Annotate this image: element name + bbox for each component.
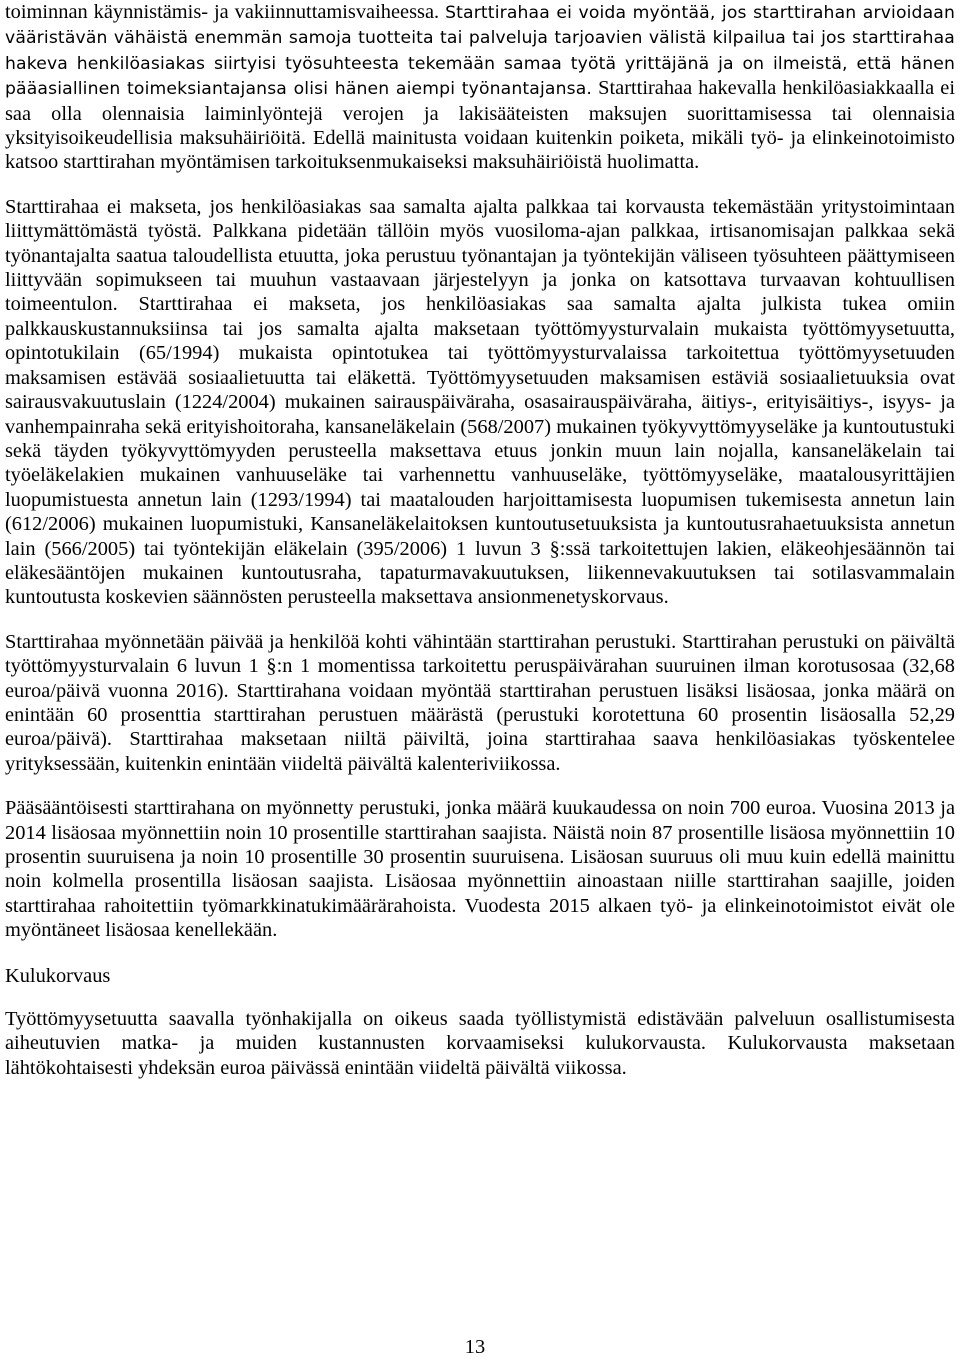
paragraph-statistics: Pääsääntöisesti starttirahana on myönnetty perustuki, jonka määrä kuukaudessa on noin 700 euroa. Vuosina 2013 ja 2014 lisäosaa myönnettiin noin 10 prosentille starttirahan saajista. Näistä noin 87 prosentille lisäosa myönnettiin 10 prosentin suuruisena ja noin 10 prosentille 30 prosentin suuruisena. Lisäosan suuruus oli muu kuin edellä mainittu noin kolmella prosentilla lisäosan saajista. Lisäosaa myönnettiin ainoastaan niille starttirahan saajille, joiden starttirahaa rahoitettiin työmarkkinatukimäärärahoista. Vuodesta 2015 alkaen työ- ja elinkeinotoimistot eivät ole myöntäneet lisäosaa kenellekään.	[5, 797, 955, 942]
document-page	[5, 0, 955, 1080]
paragraph-amount: Starttirahaa myönnetään päivää ja henkilöä kohti vähintään starttirahan perustuki. Starttirahan perustuki on päivältä työttömyysturvalain 6 luvun 1 §:n 1 momentissa tarkoitettu peruspäivärahan suuruinen ilman korotusosaa (32,68 euroa/päivä vuonna 2016). Starttirahana voidaan myöntää starttirahan perustuen lisäksi lisäosaa, jonka määrä on enintään 60 prosenttia starttirahan perustuen määrästä (perustuki korotettuna 60 prosentin lisäosalla 52,29 euroa/päivä). Starttirahaa maksetaan niiltä päiviltä, joina starttirahaa saava henkilöasiakas työskentelee yrityksessään, kuitenkin enintään viideltä päivältä kalenteriviikossa.	[5, 630, 955, 775]
paragraph-intro-fragment: toiminnan käynnistämis- ja vakiinnuttamisvaiheessa.	[5, 1, 446, 23]
paragraph-kulukorvaus: Työttömyysetuutta saavalla työnhakijalla on oikeus saada työllistymistä edistävään palveluun osallistumisesta aiheutuvien matka- ja muiden kustannusten korvaamiseksi kulukorvausta. Kulukorvausta maksetaan lähtökohtaisesti yhdeksän euroa päivässä enintään viideltä päivältä viikossa.	[5, 1008, 955, 1079]
paragraph-starttiraha-conditions	[5, 0, 955, 175]
paragraph-payment-defaults: Starttirahaa hakevalla henkilöasiakkaalla ei saa olla olennaisia laiminlyöntejä verojen ja lakisääteisten maksujen suorittamisessa tai olennaisia yksityisoikeudellisia maksuhäiriöitä. Edellä mainitusta voidaan kuitenkin poiketa, mikäli työ- ja elinkeinotoimisto katsoo starttirahan myöntämisen tarkoituksenmukaiseksi maksuhäiriöistä huolimatta.	[5, 77, 956, 174]
page-number: 13	[464, 1336, 486, 1358]
section-heading-kulukorvaus: Kulukorvaus	[5, 964, 111, 987]
paragraph-sans-run: Starttirahaa ei voida myöntää, jos starttirahan arvioidaan vääristävän vähäistä enemmän samoja tuotteita tai palveluja tarjoavien välistä kilpailua tai jos starttirahaa hakeva henkilöasiakas siirtyisi työsuhteesta tekemään samaa työtä yrittäjänä ja on ilmeistä, että hänen pääasiallinen toimeksiantajansa olisi hänen aiempi työnantajansa.	[5, 3, 956, 100]
paragraph-not-paid: Starttirahaa ei makseta, jos henkilöasiakas saa samalta ajalta palkkaa tai korvausta tekemästään yritystoimintaan liittymättömästä työstä. Palkkana pidetään tällöin myös vuosiloma-ajan palkkaa, irtisanomisajan palkkaa sekä työnantajalta saatua taloudellista etuutta, joka perustuu työnantajan ja työntekijän väliseen työsuhteen päättymiseen liittyvään sopimukseen tai muuhun vastaavaan järjestelyyn ja jonka on katsottava turvaavan kohtuullisen toimeentulon. Starttirahaa ei makseta, jos henkilöasiakas saa samalta ajalta julkista tukea omiin palkkauskustannuksiinsa tai jos samalta ajalta maksetaan työttömyysturvalain mukaista työttömyysetuutta, opintotukilain (65/1994) mukaista opintotukea tai työttömyysturvalaissa tarkoitettua työttömyysetuuden maksamisen estävää sosiaalietuutta tai eläkettä. Työttömyysetuuden maksamisen estäviä sosiaalietuuksia ovat sairausvakuutuslain (1224/2004) mukainen sairauspäiväraha, osasairauspäiväraha, äitiys-, erityisäitiys-, isyys- ja vanhempainraha sekä erityishoitoraha, kansaneläkelain (568/2007) mukainen työkyvyttömyyseläke ja kuntoutustuki sekä täyden työkyvyttömyyden perusteella maksettava etuus jonkin muun lain nojalla, kansaneläkelain tai työeläkelakien mukainen vanhuuseläke tai varhennettu vanhuuseläke, työttömyyseläke, maatalousyrittäjien luopumistuesta annetun lain (1293/1994) tai maatalouden harjoittamisesta luopumisen tukemisesta annetun lain (612/2006) mukainen luopumistuki, Kansaneläkelaitoksen kuntoutusetuuksista ja kuntoutusrahaetuuksista annetun lain (566/2005) tai työntekijän eläkelain (395/2006) 1 luvun 3 §:ssä tarkoitettujen lakien, eläkeohjesäännön tai eläkesääntöjen mukainen kuntoutusraha, tapaturmavakuutuksen, liikennevakuutuksen tai sotilasvammalain kuntoutusta koskevien säännösten perusteella maksettava ansionmenetyskorvaus.	[5, 195, 955, 609]
